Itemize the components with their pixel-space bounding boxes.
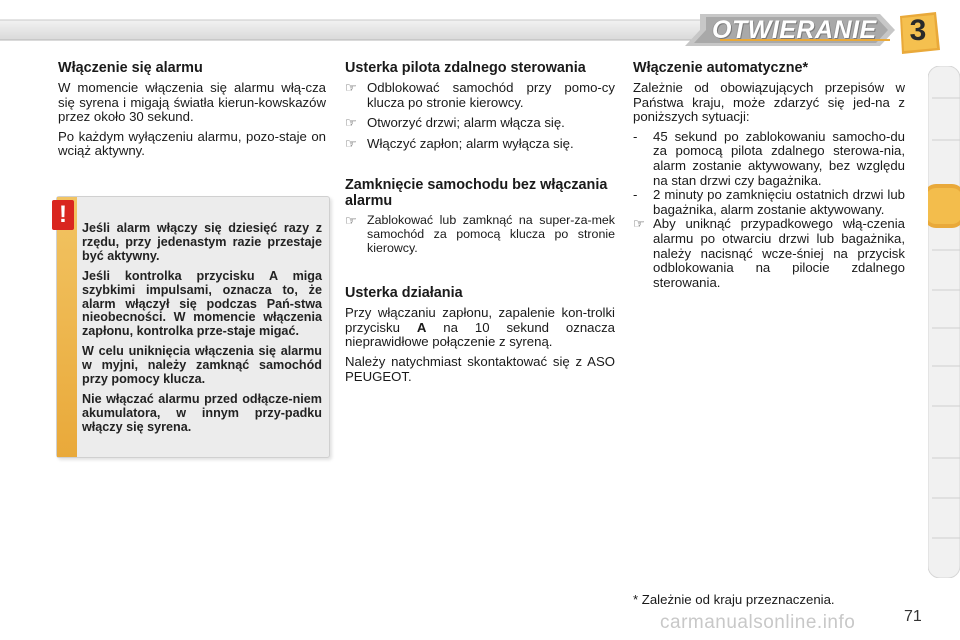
pointing-hand-icon: ☞ <box>345 135 357 151</box>
button-key-label: A <box>269 268 278 283</box>
chapter-tab-strip <box>928 66 960 578</box>
paragraph: Należy natychmiast skontaktować się z ASO PEUGEOT. <box>345 353 615 384</box>
list-item-text: 2 minuty po zamknięciu ostatnich drzwi lub bagażnika, alarm zostanie aktywowany. <box>653 187 905 217</box>
paragraph <box>345 306 615 350</box>
page-number: 71 <box>904 608 922 625</box>
text-run: Przy włączaniu zapłonu, zapalenie kon-trolki przycisku <box>345 305 615 335</box>
exclamation-icon: ! <box>52 200 74 230</box>
warning-strip <box>57 197 77 457</box>
warning-text <box>82 222 322 441</box>
paragraph: Po każdym wyłączeniu alarmu, pozo-staje on wciąż aktywny. <box>58 128 326 159</box>
column-left <box>58 60 326 173</box>
section-heading: Zamknięcie samochodu bez włączania alarmu <box>345 177 608 210</box>
warning-paragraph: Jeśli alarm włączy się dziesięć razy z rzędu, przy jedenastym razie przestaje być aktywny. <box>82 221 322 263</box>
list-item <box>345 81 615 110</box>
section-auto-activation <box>633 60 905 290</box>
list-item-text: Aby uniknąć przypadkowego włą-czenia alarmu po otwarciu drzwi lub bagażnika, należy nacisnąć wcze-śniej na przycisk odblokowania na pilocie zdalnego sterowania. <box>653 216 905 290</box>
pointing-hand-icon: ☞ <box>345 115 357 131</box>
pointing-hand-icon: ☞ <box>633 216 645 232</box>
list-item <box>633 188 905 217</box>
section-heading: Usterka działania <box>345 285 463 302</box>
paragraph: Zależnie od obowiązujących przepisów w Państwa kraju, może zdarzyć się jed-na z poniższych sytuacji: <box>633 80 905 125</box>
section-heading: Włączenie automatyczne* <box>633 60 809 76</box>
chapter-tabs-graphic <box>928 66 960 578</box>
text-run: Jeśli kontrolka przycisku <box>82 268 270 283</box>
pointing-hand-icon: ☞ <box>345 80 357 95</box>
chapter-badge <box>896 12 940 54</box>
section-heading: Usterka pilota zdalnego sterowania <box>345 60 586 76</box>
list-item <box>345 137 615 152</box>
warning-paragraph <box>82 270 322 340</box>
section-heading: Włączenie się alarmu <box>58 60 203 76</box>
page-title: OTWIERANIE <box>712 16 877 44</box>
list-item <box>345 116 615 131</box>
list-item-text: Włączyć zapłon; alarm wyłącza się. <box>367 135 574 151</box>
warning-paragraph: W celu uniknięcia włączenia się alarmu w myjni, należy zamknąć samochód przy pomocy klucza. <box>82 344 322 387</box>
section-lock-without-alarm <box>345 177 615 255</box>
warning-paragraph: Nie włączać alarmu przed odłącze-niem akumulatora, w innym przy-padku włączy się syrena. <box>82 391 322 434</box>
section-malfunction <box>345 285 615 384</box>
list-item-text: Odblokować samochód przy pomo-cy klucza po stronie kierowcy. <box>367 80 615 110</box>
text-run: na 10 sekund oznacza nieprawidłowe połączenie z syreną. <box>345 319 616 350</box>
text-run: miga szybkimi impulsami, oznacza to, że alarm włączył się podczas Pań-stwa nieobecności. W momencie włączenia zapłonu, kontrolka prze-staje migać. <box>82 268 322 339</box>
paragraph: W momencie włączenia się alarmu włą-cza się syrena i migają światła kierun-kowskazów przez około 30 sekund. <box>58 80 326 125</box>
column-right <box>633 60 905 304</box>
list-item-text: 45 sekund po zablokowaniu samocho-du za pomocą pilota zdalnego sterowa-nia, alarm zostanie aktywowany, bez względu na stan drzwi czy bagażnika. <box>653 128 905 188</box>
list-item-text: Zablokować lub zamknąć na super-za-mek samochód za pomocą klucza po stronie kierowcy. <box>367 213 615 255</box>
list-item <box>633 217 905 290</box>
list-item-text: Otworzyć drzwi; alarm włącza się. <box>367 115 565 131</box>
watermark: carmanualsonline.info <box>660 612 856 633</box>
pointing-hand-icon: ☞ <box>345 213 357 229</box>
column-middle <box>345 60 615 398</box>
section-remote-fault <box>345 60 615 151</box>
footnote: * Zależnie od kraju przeznaczenia. <box>633 592 835 607</box>
list-item <box>345 214 615 255</box>
button-key-label: A <box>416 319 427 335</box>
dash-marker: - <box>633 187 638 203</box>
section-alarm-trigger <box>58 60 326 159</box>
dash-marker: - <box>633 128 638 144</box>
chapter-number: 3 <box>909 14 927 47</box>
list-item <box>633 130 905 188</box>
